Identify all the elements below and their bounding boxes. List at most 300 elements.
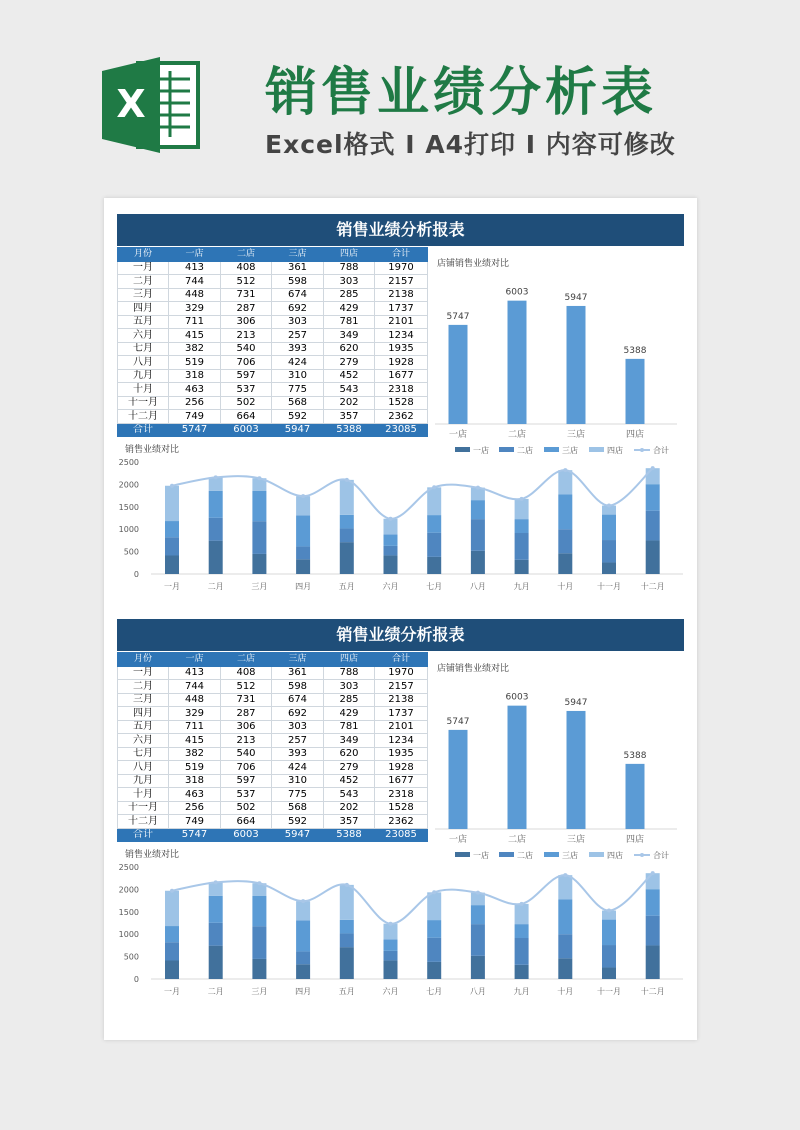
report-section-2 (117, 619, 684, 1021)
legend-label: 三店 (562, 851, 578, 860)
table-cell: 十月 (118, 383, 169, 397)
stacked-bar-segment (384, 534, 398, 546)
stacked-bar-segment (646, 945, 660, 979)
table-cell: 1737 (375, 302, 428, 316)
table-row (118, 680, 428, 694)
table-cell: 543 (324, 788, 375, 802)
table-cell: 三月 (118, 693, 169, 707)
table-cell: 382 (169, 342, 221, 356)
table-cell: 749 (169, 815, 221, 829)
table-cell: 568 (272, 801, 324, 815)
table-cell: 598 (272, 275, 324, 289)
stacked-bar-segment (558, 553, 572, 574)
stacked-bar-segment (296, 951, 310, 964)
stacked-bar-segment (471, 956, 485, 979)
stacked-bar-segment (558, 899, 572, 934)
table-total-cell: 5747 (169, 423, 221, 437)
x-tick-label: 十一月 (597, 987, 621, 996)
sales-table (117, 247, 428, 437)
stacked-bar-segment (602, 968, 616, 979)
table-cell: 1935 (375, 747, 428, 761)
month-chart (117, 845, 684, 1021)
table-total-cell: 6003 (221, 828, 272, 842)
table-cell: 382 (169, 747, 221, 761)
table-total-row (118, 828, 428, 842)
table-cell: 六月 (118, 329, 169, 343)
table-cell: 620 (324, 342, 375, 356)
table-cell: 1528 (375, 801, 428, 815)
table-cell: 十二月 (118, 815, 169, 829)
legend-label: 一店 (473, 446, 489, 455)
table-row (118, 707, 428, 721)
x-tick-label: 一月 (164, 987, 180, 996)
table-cell: 744 (169, 275, 221, 289)
x-tick-label: 七月 (426, 582, 443, 591)
stacked-bar-segment (165, 942, 179, 960)
stacked-bar-segment (384, 519, 398, 535)
table-cell: 2138 (375, 693, 428, 707)
table-cell: 2362 (375, 410, 428, 424)
store-bar (508, 301, 527, 424)
x-tick-label: 十月 (557, 987, 574, 996)
stacked-bar-segment (515, 560, 529, 574)
y-tick-label: 2000 (118, 480, 139, 490)
stacked-bar-segment (384, 960, 398, 979)
col-header: 月份 (118, 248, 169, 262)
stacked-bar-segment (340, 947, 354, 979)
table-cell: 744 (169, 680, 221, 694)
table-cell: 七月 (118, 342, 169, 356)
y-tick-label: 2500 (118, 458, 139, 467)
col-header: 一店 (169, 248, 221, 262)
table-cell: 2138 (375, 288, 428, 302)
stacked-bar-segment (384, 924, 398, 940)
total-line-marker (257, 476, 261, 480)
stacked-bar-segment (340, 515, 354, 529)
stacked-bar-segment (252, 491, 266, 521)
x-tick-label: 二店 (507, 835, 527, 845)
stacked-bar-segment (340, 920, 354, 934)
table-cell: 256 (169, 396, 221, 410)
stacked-bar-segment (471, 519, 485, 551)
table-cell: 2157 (375, 275, 428, 289)
table-cell: 674 (272, 288, 324, 302)
stacked-bar-segment (252, 896, 266, 926)
table-cell: 408 (221, 261, 272, 275)
table-cell: 四月 (118, 302, 169, 316)
table-cell: 2362 (375, 815, 428, 829)
store-chart (429, 252, 684, 442)
table-cell: 568 (272, 396, 324, 410)
table-cell: 592 (272, 410, 324, 424)
table-cell: 310 (272, 369, 324, 383)
table-total-cell: 5388 (324, 423, 375, 437)
table-row (118, 396, 428, 410)
table-cell: 711 (169, 720, 221, 734)
y-tick-label: 1500 (118, 907, 139, 917)
table-cell: 415 (169, 329, 221, 343)
store-bar (626, 764, 645, 829)
stacked-bar-segment (340, 542, 354, 574)
stacked-bar-segment (209, 882, 223, 896)
x-tick-label: 一月 (164, 582, 180, 591)
table-row (118, 275, 428, 289)
y-tick-label: 500 (123, 952, 139, 962)
stacked-bar-segment (602, 563, 616, 574)
report-section-1 (117, 214, 684, 616)
x-tick-label: 十二月 (640, 582, 665, 591)
legend-label: 四店 (607, 446, 623, 455)
total-line-marker (607, 909, 611, 913)
table-row (118, 720, 428, 734)
table-cell: 540 (221, 342, 272, 356)
table-total-cell: 5747 (169, 828, 221, 842)
x-tick-label: 五月 (338, 987, 355, 996)
table-cell: 424 (272, 761, 324, 775)
stacked-bar-segment (340, 933, 354, 947)
x-tick-label: 二月 (207, 987, 224, 996)
table-cell: 一月 (118, 666, 169, 680)
table-row (118, 329, 428, 343)
table-cell: 202 (324, 801, 375, 815)
stacked-bar-segment (427, 892, 441, 920)
x-tick-label: 四店 (625, 835, 645, 845)
table-cell: 1737 (375, 707, 428, 721)
stacked-bar-segment (165, 555, 179, 574)
table-cell: 一月 (118, 261, 169, 275)
stacked-bar-segment (427, 533, 441, 557)
legend-swatch (455, 447, 470, 452)
x-tick-label: 九月 (513, 582, 530, 591)
total-line-marker (345, 883, 349, 887)
table-cell: 303 (272, 720, 324, 734)
stacked-bar-segment (209, 477, 223, 491)
store-bar (508, 706, 527, 829)
table-cell: 424 (272, 356, 324, 370)
total-line-marker (520, 902, 524, 906)
stacked-bar-segment (558, 958, 572, 979)
table-cell: 537 (221, 383, 272, 397)
table-cell: 781 (324, 315, 375, 329)
table-cell: 692 (272, 707, 324, 721)
stacked-bar-segment (165, 486, 179, 521)
stacked-bar-segment (296, 546, 310, 559)
stacked-bar-segment (427, 557, 441, 574)
stacked-bar-segment (602, 945, 616, 967)
stacked-bar-segment (558, 494, 572, 529)
total-line-marker (214, 475, 218, 479)
legend-line-marker (640, 853, 644, 857)
stacked-bar-segment (602, 540, 616, 562)
bar-value-label: 5747 (446, 311, 470, 322)
table-cell: 1528 (375, 396, 428, 410)
table-cell: 213 (221, 734, 272, 748)
stacked-bar-segment (427, 515, 441, 533)
stacked-bar-segment (296, 515, 310, 546)
table-row (118, 761, 428, 775)
stacked-bar-segment (384, 951, 398, 961)
store-bar (567, 711, 586, 829)
bar-value-label: 5947 (564, 292, 588, 303)
col-header: 二店 (221, 653, 272, 667)
x-tick-label: 六月 (382, 582, 399, 591)
table-cell: 二月 (118, 680, 169, 694)
table-cell: 711 (169, 315, 221, 329)
table-cell: 287 (221, 707, 272, 721)
col-header: 一店 (169, 653, 221, 667)
table-cell: 463 (169, 788, 221, 802)
y-tick-label: 1000 (118, 930, 139, 940)
table-cell: 361 (272, 261, 324, 275)
total-line-marker (257, 881, 261, 885)
stacked-bar-segment (296, 920, 310, 951)
table-cell: 706 (221, 761, 272, 775)
x-tick-label: 七月 (426, 987, 443, 996)
table-row (118, 788, 428, 802)
legend-label: 四店 (607, 851, 623, 860)
table-row (118, 288, 428, 302)
x-tick-label: 二店 (507, 430, 527, 440)
report-title: 销售业绩分析报表 (117, 214, 684, 246)
table-cell: 256 (169, 801, 221, 815)
table-cell: 1928 (375, 356, 428, 370)
legend-label: 三店 (562, 446, 578, 455)
table-cell: 429 (324, 302, 375, 316)
stacked-bar-segment (471, 905, 485, 924)
legend-swatch (544, 852, 559, 857)
table-cell: 429 (324, 707, 375, 721)
table-row (118, 356, 428, 370)
stacked-bar-segment (252, 959, 266, 979)
stacked-bar-segment (515, 924, 529, 938)
col-header: 合计 (375, 653, 428, 667)
table-total-cell: 23085 (375, 828, 428, 842)
store-bar (449, 730, 468, 829)
month-chart-title: 销售业绩对比 (125, 850, 180, 860)
x-tick-label: 三月 (251, 987, 268, 996)
stacked-bar-segment (558, 529, 572, 553)
table-total-cell: 5947 (272, 423, 324, 437)
table-cell: 287 (221, 302, 272, 316)
total-line-marker (432, 485, 436, 489)
table-cell: 213 (221, 329, 272, 343)
legend-label: 二店 (517, 851, 533, 860)
col-header: 月份 (118, 653, 169, 667)
table-row (118, 774, 428, 788)
table-cell: 448 (169, 288, 221, 302)
legend-swatch (589, 447, 604, 452)
table-cell: 十一月 (118, 801, 169, 815)
stacked-bar-segment (471, 924, 485, 956)
table-row (118, 747, 428, 761)
table-cell: 285 (324, 693, 375, 707)
total-line-marker (476, 891, 480, 895)
stacked-bar-segment (515, 499, 529, 519)
table-header-row (118, 248, 428, 262)
col-header: 三店 (272, 248, 324, 262)
stacked-bar-segment (602, 920, 616, 945)
total-line-marker (563, 873, 567, 877)
col-header: 四店 (324, 248, 375, 262)
table-cell: 257 (272, 734, 324, 748)
total-line-marker (389, 922, 393, 926)
store-bar (449, 325, 468, 424)
table-cell: 279 (324, 356, 375, 370)
table-cell: 329 (169, 302, 221, 316)
table-cell: 五月 (118, 315, 169, 329)
x-tick-label: 一店 (448, 430, 468, 440)
stacked-bar-segment (165, 891, 179, 926)
table-cell: 452 (324, 369, 375, 383)
table-cell: 540 (221, 747, 272, 761)
table-total-cell: 合计 (118, 828, 169, 842)
table-cell: 306 (221, 720, 272, 734)
table-cell: 1234 (375, 734, 428, 748)
table-cell: 692 (272, 302, 324, 316)
main-title: 销售业绩分析表 (265, 63, 658, 123)
table-row (118, 383, 428, 397)
table-total-row (118, 423, 428, 437)
table-cell: 2101 (375, 315, 428, 329)
bar-value-label: 6003 (505, 692, 529, 703)
y-tick-label: 0 (133, 570, 139, 579)
table-row (118, 342, 428, 356)
table-cell: 279 (324, 761, 375, 775)
stacked-bar-segment (296, 559, 310, 574)
stacked-bar-segment (209, 518, 223, 541)
stacked-bar-segment (296, 964, 310, 979)
y-tick-label: 1500 (118, 502, 139, 512)
table-cell: 十月 (118, 788, 169, 802)
stacked-bar-segment (252, 554, 266, 574)
legend-swatch (544, 447, 559, 452)
stacked-bar-segment (252, 926, 266, 959)
table-cell: 592 (272, 815, 324, 829)
table-cell: 413 (169, 666, 221, 680)
sales-table (117, 652, 428, 842)
bar-value-label: 6003 (505, 287, 529, 298)
table-cell: 519 (169, 761, 221, 775)
stacked-bar-segment (646, 511, 660, 541)
table-cell: 257 (272, 329, 324, 343)
total-line-marker (520, 497, 524, 501)
total-line-marker (170, 484, 174, 488)
table-cell: 303 (272, 315, 324, 329)
table-total-cell: 合计 (118, 423, 169, 437)
bar-value-label: 5388 (623, 750, 647, 761)
stacked-bar-segment (296, 496, 310, 515)
table-cell: 1970 (375, 666, 428, 680)
legend-line-marker (640, 448, 644, 452)
col-header: 二店 (221, 248, 272, 262)
table-cell: 512 (221, 275, 272, 289)
table-cell: 519 (169, 356, 221, 370)
table-row (118, 801, 428, 815)
legend-label: 合计 (653, 851, 669, 860)
month-chart (117, 440, 684, 616)
stacked-bar-segment (384, 555, 398, 574)
total-line-marker (476, 486, 480, 490)
table-cell: 788 (324, 261, 375, 275)
bar-value-label: 5947 (564, 697, 588, 708)
stacked-bar-segment (165, 521, 179, 537)
y-tick-label: 1000 (118, 525, 139, 535)
stacked-bar-segment (471, 500, 485, 519)
table-cell: 八月 (118, 356, 169, 370)
table-cell: 303 (324, 275, 375, 289)
col-header: 合计 (375, 248, 428, 262)
stacked-bar-segment (296, 901, 310, 920)
table-cell: 八月 (118, 761, 169, 775)
table-cell: 303 (324, 680, 375, 694)
table-cell: 357 (324, 410, 375, 424)
stacked-bar-segment (340, 528, 354, 542)
table-cell: 781 (324, 720, 375, 734)
table-cell: 七月 (118, 747, 169, 761)
stacked-bar-segment (515, 938, 529, 965)
table-cell: 413 (169, 261, 221, 275)
table-cell: 775 (272, 383, 324, 397)
stacked-bar-segment (427, 487, 441, 515)
total-line-marker (563, 468, 567, 472)
table-cell: 415 (169, 734, 221, 748)
table-cell: 1234 (375, 329, 428, 343)
table-cell: 285 (324, 288, 375, 302)
stacked-bar-segment (427, 938, 441, 962)
stacked-bar-segment (515, 904, 529, 924)
x-tick-label: 四月 (295, 987, 312, 996)
table-cell: 十二月 (118, 410, 169, 424)
table-row (118, 693, 428, 707)
store-chart-title: 店铺销售业绩对比 (437, 259, 510, 269)
stacked-bar-segment (165, 960, 179, 979)
x-tick-label: 六月 (382, 987, 399, 996)
x-tick-label: 十二月 (640, 987, 665, 996)
total-line (172, 873, 653, 924)
x-tick-label: 八月 (469, 987, 486, 996)
legend-label: 一店 (473, 851, 489, 860)
table-row (118, 410, 428, 424)
total-line-marker (301, 899, 305, 903)
table-row (118, 302, 428, 316)
stacked-bar-segment (209, 541, 223, 574)
legend-label: 二店 (517, 446, 533, 455)
table-cell: 318 (169, 774, 221, 788)
table-cell: 502 (221, 396, 272, 410)
total-line-marker (214, 880, 218, 884)
total-line (172, 468, 653, 519)
table-cell: 620 (324, 747, 375, 761)
x-tick-label: 三月 (251, 582, 268, 591)
table-cell: 674 (272, 693, 324, 707)
table-cell: 349 (324, 734, 375, 748)
table-cell: 512 (221, 680, 272, 694)
stacked-bar-segment (471, 551, 485, 574)
legend-swatch (499, 447, 514, 452)
table-cell: 2101 (375, 720, 428, 734)
table-cell: 2318 (375, 788, 428, 802)
table-cell: 329 (169, 707, 221, 721)
y-tick-label: 500 (123, 547, 139, 557)
stacked-bar-segment (558, 934, 572, 958)
table-cell: 452 (324, 774, 375, 788)
month-chart-title: 销售业绩对比 (125, 445, 180, 455)
store-bar (626, 359, 645, 424)
table-cell: 1928 (375, 761, 428, 775)
x-tick-label: 三店 (566, 430, 586, 440)
total-line-marker (301, 494, 305, 498)
sub-title: Excel格式 I A4打印 I 内容可修改 (265, 130, 676, 159)
